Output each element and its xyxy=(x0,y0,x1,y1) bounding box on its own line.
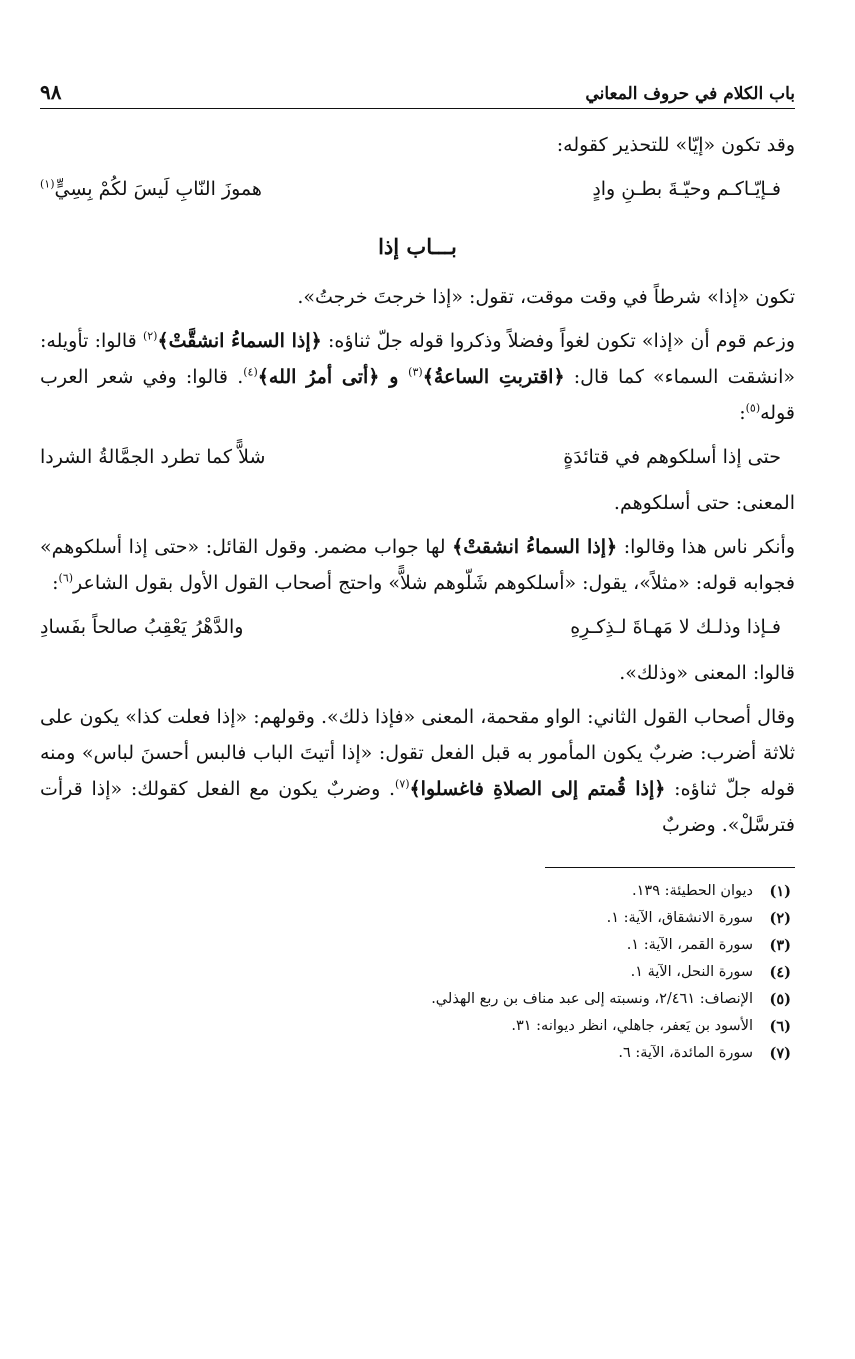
intro-line: وقد تكون «إيّا» للتحذير كقوله: xyxy=(556,134,795,156)
poetry-verse-3 xyxy=(40,609,795,645)
poetry-verse-1 xyxy=(40,171,795,207)
verse-hemistich-left: والدَّهْرُ يَعْقِبُ صالحاً بفَسادِ xyxy=(40,616,244,638)
footnote-ref: (٥) xyxy=(745,401,761,415)
paragraph: وأنكر ناس هذا وقالوا: ﴿إذا السماءُ انشقتْ﴾ لها جواب مضمر. وقول القائل: «حتى إذا أسلكوهم» فجوابه قوله: «مثلاً»، يقول: «أسلكوهم شَلّوهم شلاًّ» واحتج أصحاب القول الأول بقول الشاعر$^{(٦)}$: xyxy=(40,536,795,594)
verse-hemistich-right: فـإيّـاكـم وحيّـةَ بطـنِ وادٍ xyxy=(592,178,781,200)
verse-hemistich-right: حتى إذا أسلكوهم في قتائدَةٍ xyxy=(563,446,781,468)
footnote: (٣) سورة القمر، الآية: ١. xyxy=(626,937,791,954)
section-heading: بـــاب إذا xyxy=(378,234,457,259)
footnote-divider xyxy=(545,867,795,868)
main-text xyxy=(40,127,795,843)
footnote-ref: (٣) xyxy=(408,365,423,379)
footnotes xyxy=(40,878,795,1067)
footnote: (٥) الإنصاف: ٢/٤٦١، ونسبته إلى عبد مناف بن ربع الهذلي. xyxy=(431,991,791,1008)
paragraph: المعنى: حتى أسلكوهم. xyxy=(613,492,795,514)
footnote: (٧) سورة المائدة، الآية: ٦. xyxy=(618,1045,791,1062)
quran-quote: ﴿إذا السماءُ انشقتْ﴾ xyxy=(452,536,618,558)
verse-hemistich-left: شلاًّ كما تطرد الجمَّالةُ الشردا xyxy=(40,446,266,468)
running-title: باب الكلام في حروف المعاني xyxy=(585,84,795,104)
footnote: (٢) سورة الانشقاق، الآية: ١. xyxy=(606,910,791,927)
paragraph: وقال أصحاب القول الثاني: الواو مقحمة، المعنى «فإذا ذلك». وقولهم: «إذا فعلت كذا» يكون على ثلاثة أضرب: ضربٌ يكون المأمور به قبل الفعل تقول: «إذا أتيتَ الباب فالبس أحسنَ لباس» ومنه قوله جلّ ثناؤه: ﴿إذا قُمتم إلى الصلاةِ فاغسلوا﴾$^{(٧)}$. وضربٌ يكون مع الفعل كقولك: «إذا قرأت فترسَّلْ». وضربٌ xyxy=(40,706,795,836)
footnote-ref: (٢) xyxy=(142,329,158,343)
paragraph: وزعم قوم أن «إذا» تكون لغواً وفضلاً وذكروا قوله جلّ ثناؤه: ﴿إذا السماءُ انشقَّتْ﴾$^{(٢)}$ قالوا: تأويله: «انشقت السماء» كما قال: ﴿اقتربتِ الساعةُ﴾$^{(٣)}$ و ﴿أتى أمرُ الله﴾$^{(٤)}$. قالوا: وفي شعر العرب قوله$^{(٥)}$: xyxy=(40,329,796,424)
footnote-ref: (١) xyxy=(40,177,55,191)
footnote-ref: (٦) xyxy=(58,571,74,585)
footnote-ref: (٧) xyxy=(395,777,410,791)
verse-hemistich-left: هموزَ النّابِ لَيسَ لكُمْ بِسِيٍّ$^{(١)}$ xyxy=(40,177,262,200)
page-header xyxy=(40,70,795,109)
verse-hemistich-right: فـإذا وذلـك لا مَهـاةَ لـذِكـرِهِ xyxy=(570,616,781,638)
page-number: ٩٨ xyxy=(40,80,62,104)
paragraph: تكون «إذا» شرطاً في وقت موقت، تقول: «إذا خرجتَ خرجتُ». xyxy=(297,286,795,308)
footnote: (١) ديوان الحطيئة: ١٣٩. xyxy=(632,883,791,900)
quran-quote: ﴿إذا قُمتم إلى الصلاةِ فاغسلوا﴾ xyxy=(409,778,666,800)
footnote-ref: (٤) xyxy=(243,365,258,379)
quran-quote: ﴿أتى أمرُ الله﴾ xyxy=(257,366,380,388)
book-page xyxy=(40,70,795,1330)
poetry-verse-2 xyxy=(40,439,795,475)
quran-quote: ﴿إذا السماءُ انشقَّتْ﴾ xyxy=(157,330,322,352)
footnote: (٤) سورة النحل، الآية ١. xyxy=(630,964,791,981)
footnote: (٦) الأسود بن يَعفر، جاهلي، انظر ديوانه: ٣١. xyxy=(511,1018,791,1035)
quran-quote: ﴿اقتربتِ الساعةُ﴾ xyxy=(422,366,565,388)
paragraph: قالوا: المعنى «وذلك». xyxy=(619,662,795,684)
